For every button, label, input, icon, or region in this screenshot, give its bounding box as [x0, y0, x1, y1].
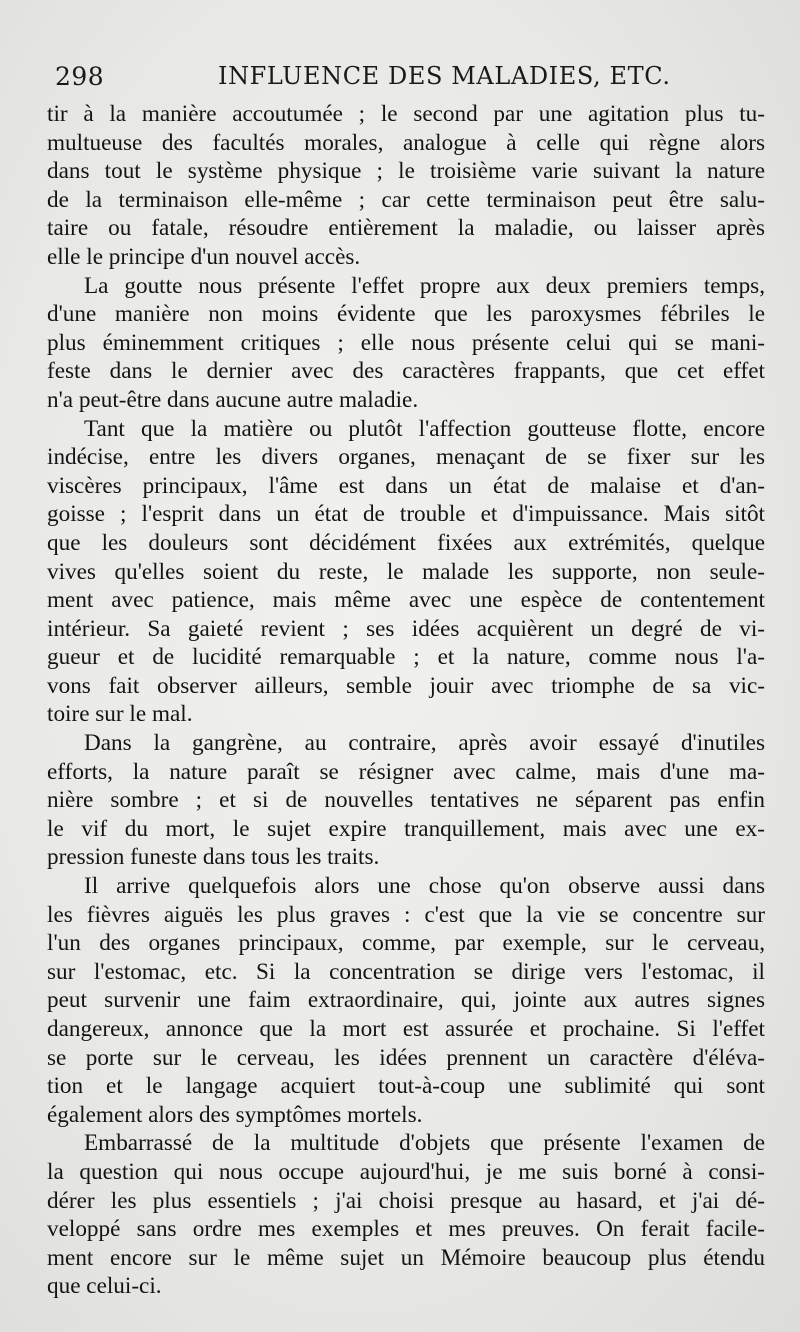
- paragraph: [47, 415, 765, 730]
- text-line: Dans la gangrène, au contraire, après avoir essayé d'inutiles: [84, 730, 765, 757]
- text-line: de la terminaison elle-même ; car cette terminaison peut être salu-: [47, 186, 765, 213]
- text-line: dérer les plus essentiels ; j'ai choisi presque au hasard, et j'ai dé-: [47, 1187, 765, 1214]
- text-line: intérieur. Sa gaieté revient ; ses idées acquièrent un degré de vi-: [47, 615, 765, 642]
- text-line: pression funeste dans tous les traits.: [47, 844, 380, 871]
- text-line: dans tout le système physique ; le troisième varie suivant la nature: [47, 158, 765, 185]
- text-line: ment avec patience, mais même avec une espèce de contentement: [47, 587, 765, 614]
- text-line: goisse ; l'esprit dans un état de trouble et d'impuissance. Mais sitôt: [47, 501, 765, 528]
- text-line: plus éminemment critiques ; elle nous présente celui qui se mani-: [47, 329, 765, 356]
- paragraph: [47, 1129, 765, 1301]
- text-line: que celui-ci.: [47, 1273, 162, 1300]
- text-line: se porte sur le cerveau, les idées prennent un caractère d'éléva-: [47, 1044, 765, 1071]
- text-line: Embarrassé de la multitude d'objets que présente l'examen de: [84, 1130, 765, 1157]
- text-line: tir à la manière accoutumée ; le second par une agitation plus tu-: [47, 101, 765, 127]
- paragraph: [47, 272, 765, 415]
- text-line: le vif du mort, le sujet expire tranquillement, mais avec une ex-: [47, 815, 765, 842]
- text-line: vives qu'elles soient du reste, le malade les supporte, non seule-: [47, 558, 765, 585]
- text-line: dangereux, annonce que la mort est assurée et prochaine. Si l'effet: [47, 1016, 765, 1042]
- text-line: indécise, entre les divers organes, menaçant de se fixer sur les: [47, 444, 765, 471]
- text-line: tion et le langage acquiert tout-à-coup une sublimité qui sont: [47, 1073, 765, 1100]
- text-line: toire sur le mal.: [47, 701, 193, 728]
- text-line: ment encore sur le même sujet un Mémoire beaucoup plus étendu: [47, 1244, 765, 1271]
- text-line: sur l'estomac, etc. Si la concentration se dirige vers l'estomac, il: [47, 958, 765, 985]
- text-line: peut survenir une faim extraordinaire, qui, jointe aux autres signes: [47, 987, 765, 1014]
- text-line: les fièvres aiguës les plus graves : c'est que la vie se concentre sur: [47, 901, 765, 928]
- text-line: veloppé sans ordre mes exemples et mes preuves. On ferait facile-: [47, 1216, 765, 1243]
- running-title: INFLUENCE DES MALADIES, ETC.: [218, 62, 671, 90]
- text-line: également alors des symptômes mortels.: [47, 1101, 423, 1128]
- text-line: viscères principaux, l'âme est dans un état de malaise et d'an-: [47, 472, 765, 499]
- text-line: que les douleurs sont décidément fixées aux extrémités, quelque: [47, 529, 765, 556]
- paragraph: [47, 729, 765, 872]
- paragraph: [47, 100, 765, 272]
- text-line: Tant que la matière ou plutôt l'affection goutteuse flotte, encore: [84, 415, 765, 442]
- page-header: [50, 58, 755, 92]
- text-line: La goutte nous présente l'effet propre aux deux premiers temps,: [84, 272, 765, 299]
- text-line: Il arrive quelquefois alors une chose qu'on observe aussi dans: [84, 873, 765, 900]
- text-line: efforts, la nature paraît se résigner avec calme, mais d'une ma-: [47, 758, 765, 785]
- page-number: 298: [55, 62, 105, 91]
- text-line: gueur et de lucidité remarquable ; et la nature, comme nous l'a-: [47, 644, 765, 671]
- text-line: d'une manière non moins évidente que les paroxysmes fébriles le: [47, 301, 765, 328]
- text-line: taire ou fatale, résoudre entièrement la maladie, ou laisser après: [47, 215, 765, 242]
- text-line: feste dans le dernier avec des caractères frappants, que cet effet: [47, 358, 765, 385]
- text-line: multueuse des facultés morales, analogue à celle qui règne alors: [47, 129, 765, 156]
- text-line: vons fait observer ailleurs, semble jouir avec triomphe de sa vic-: [47, 672, 765, 699]
- text-line: l'un des organes principaux, comme, par exemple, sur le cerveau,: [47, 930, 765, 957]
- text-line: nière sombre ; et si de nouvelles tentatives ne séparent pas enfin: [47, 787, 765, 814]
- text-line: n'a peut-être dans aucune autre maladie.: [47, 386, 419, 413]
- text-line: la question qui nous occupe aujourd'hui, je me suis borné à consi-: [47, 1158, 765, 1185]
- paragraph: [47, 872, 765, 1129]
- text-line: elle le principe d'un nouvel accès.: [47, 243, 361, 270]
- body-text: [47, 100, 765, 1301]
